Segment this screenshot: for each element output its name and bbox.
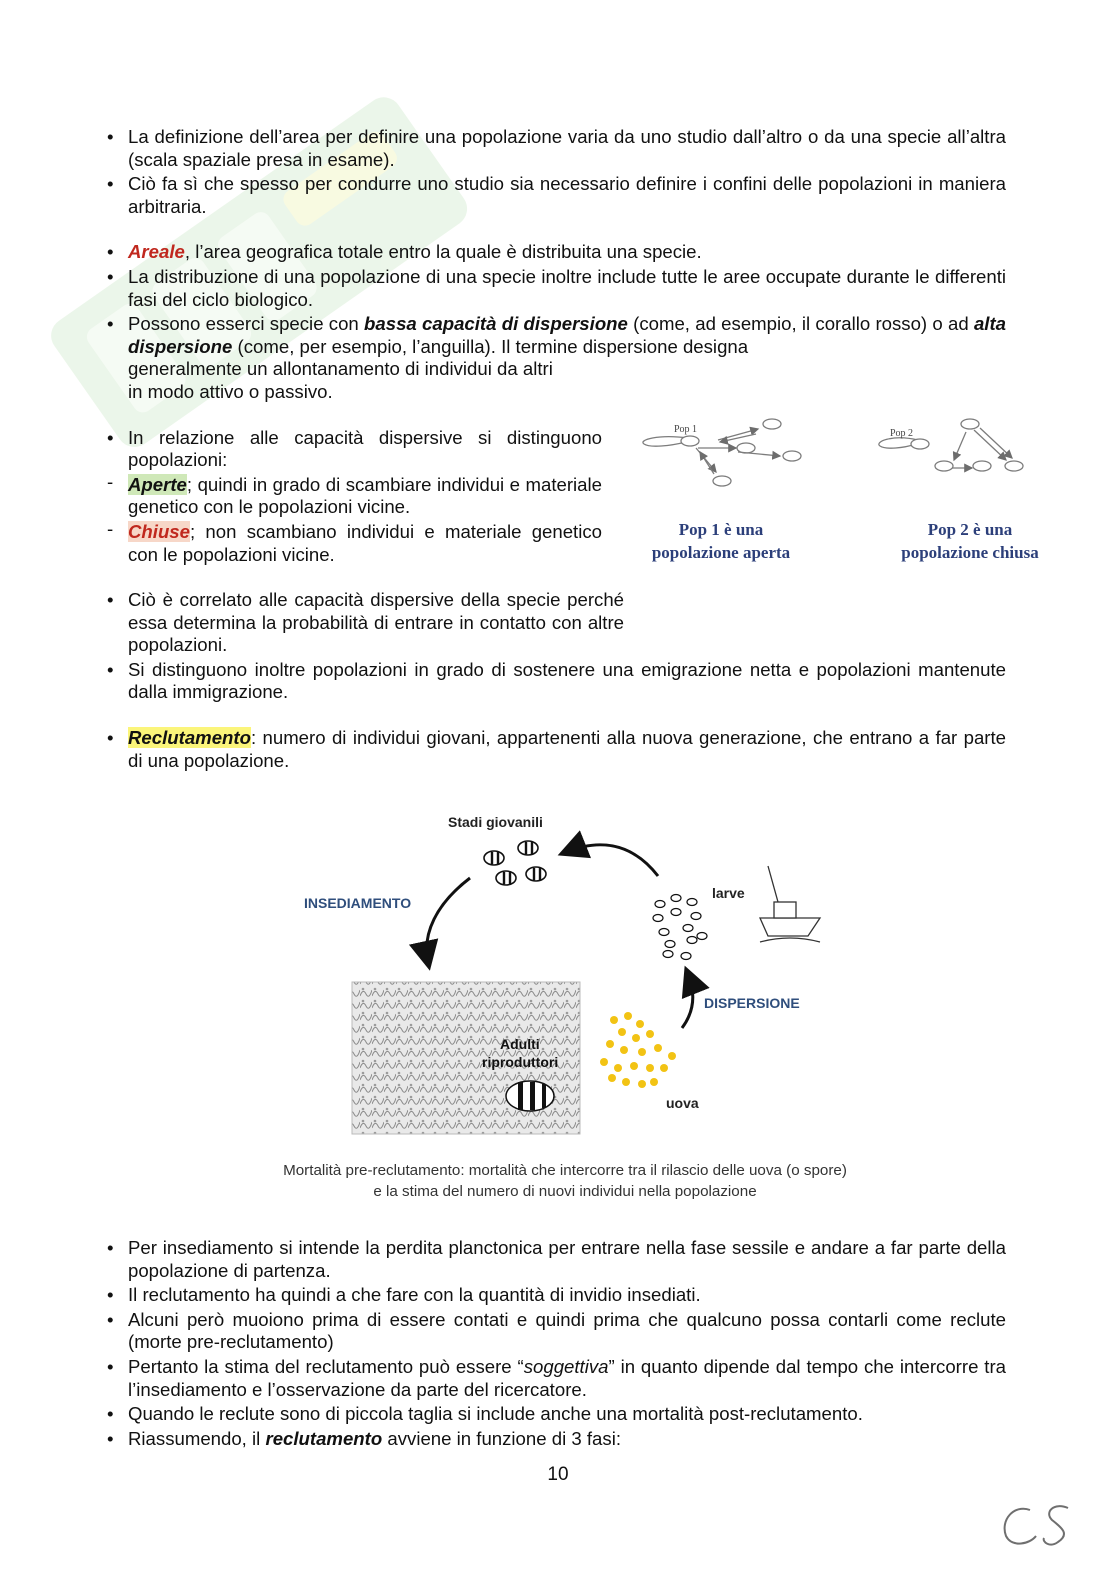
- label-larve: larve: [712, 885, 745, 901]
- adult-fish-icon: [506, 1081, 554, 1111]
- term-reclutamento-bold: reclutamento: [265, 1427, 383, 1449]
- juvenile-fish-icon: [484, 851, 504, 865]
- text-run: ; non scambiano individui e materiale genetico con le popolazioni vicine.: [128, 520, 602, 565]
- bullet-quantity: • Il reclutamento ha quindi a che fare con la quantità di invidio insediati.: [106, 1284, 1006, 1307]
- juvenile-fish-icon: [496, 871, 516, 885]
- text-run: ” in quanto dipende dal tempo che intercorre tra l’insediamento e l’osservazione da parte del ricercatore.: [128, 1355, 1006, 1400]
- text-run: (come, per esempio, l’anguilla). Il termine dispersione designa: [232, 335, 749, 357]
- bullet-recruitment: [106, 727, 1006, 772]
- caption-line: Pop 1 è una: [678, 520, 764, 539]
- section-open-closed: [106, 427, 602, 567]
- text-run: ; quindi in grado di scambiare individui e materiale genetico con le popolazioni vicine.: [128, 473, 602, 518]
- caption-line: Mortalità pre-reclutamento: mortalità che intercorre tra il rilascio delle uova (o spore): [283, 1162, 847, 1179]
- pop2-tag: Pop 2: [890, 428, 914, 439]
- bullet-distribution: • La distribuzione di una popolazione di una specie inoltre include tutte le aree occupate durante le differenti fasi del ciclo biologico.: [106, 266, 1006, 311]
- bullet-population-types: • In relazione alle capacità dispersive si distinguono popolazioni:: [106, 427, 602, 472]
- migration-arrow: [700, 452, 714, 474]
- juvenile-fish-icon: [518, 841, 538, 855]
- population-figure: [638, 412, 1068, 572]
- section-areale: [106, 241, 1006, 403]
- neighbor-node: [935, 461, 953, 471]
- term-areale: Areale: [128, 241, 185, 263]
- text-run: Pertanto la stima del reclutamento può essere “: [128, 1355, 524, 1377]
- label-dispersione: DISPERSIONE: [704, 995, 800, 1011]
- label-insediamento: INSEDIAMENTO: [304, 895, 412, 911]
- migration-arrow: [738, 452, 780, 456]
- label-adulti: Adulti: [500, 1036, 540, 1052]
- pop1-tag: Pop 1: [674, 424, 698, 435]
- pop2-caption: [884, 518, 1056, 564]
- bullet-dispersal-correlation: • Ciò è correlato alle capacità dispersive della specie perché essa determina la probabilità di entrare in contatto con altre popolazioni.: [106, 589, 624, 657]
- spacer: [106, 220, 1006, 241]
- section-recruitment: [106, 727, 1006, 772]
- page-number: 10: [547, 1464, 569, 1485]
- neighbor-node: [783, 451, 801, 461]
- term-low-dispersal: bassa capacità di dispersione: [364, 313, 628, 335]
- text-run: generalmente un allontanamento di individui da altri: [128, 358, 553, 380]
- section-dispersal-relation: [106, 589, 1006, 704]
- larvae-cluster: [653, 895, 707, 960]
- migration-arrow: [974, 430, 1006, 460]
- bullet-three-phases: [106, 1428, 1006, 1451]
- term-high-dispersal: alta dispersione: [128, 313, 1006, 357]
- pop1-node: [681, 436, 699, 446]
- bullet-emigration-immigration: • Si distinguono inoltre popolazioni in grado di sostenere una emigrazione netta e popolazioni mantenute dalla immigrazione.: [106, 659, 1006, 704]
- bullet-insediamento: • Per insediamento si intende la perdita planctonica per entrare nella fase sessile e andare a far parte della popolazione di partenza.: [106, 1237, 1006, 1282]
- text-run: avviene in funzione di 3 fasi:: [382, 1427, 621, 1449]
- areale-definition: , l’area geografica totale entro la quale è distribuita una specie.: [184, 241, 702, 263]
- pop2-node: [911, 439, 929, 449]
- population-diagram: [638, 412, 1068, 512]
- neighbor-node: [973, 461, 991, 471]
- signature-logo: [996, 1498, 1086, 1552]
- bullet-dispersal-capacity: [106, 313, 1006, 403]
- bullet-post-recruitment: • Quando le reclute sono di piccola taglia si include anche una mortalità post-reclutamento.: [106, 1403, 1006, 1426]
- neighbor-node: [961, 419, 979, 429]
- text-run: (come, ad esempio, il corallo rosso) o ad: [627, 313, 974, 335]
- bullet-pre-recruitment-death: • Alcuni però muoiono prima di essere contati e quindi prima che qualcuno possa contarli come reclute (morte pre-reclutamento): [106, 1309, 1006, 1354]
- term-reclutamento: Reclutamento: [128, 727, 251, 749]
- item-closed-population: [106, 521, 602, 566]
- spacer: [106, 706, 1006, 727]
- neighbor-node: [713, 476, 731, 486]
- ship-icon: [760, 866, 820, 942]
- neighbor-node: [737, 443, 755, 453]
- arrow-dispersal: [682, 974, 693, 1028]
- caption-line: e la stima del numero di nuovi individui nella popolazione: [373, 1183, 757, 1200]
- caption-line: popolazione aperta: [651, 543, 791, 562]
- migration-arrow: [980, 428, 1012, 458]
- recruitment-cycle-figure: [240, 806, 880, 1146]
- eggs-cluster: [600, 1012, 676, 1088]
- pop1-caption: [638, 518, 804, 564]
- text-run: Riassumendo, il: [128, 1427, 266, 1449]
- label-stadi-giovanili: Stadi giovanili: [448, 814, 543, 830]
- label-riproduttori: riproduttori: [482, 1054, 559, 1070]
- text-run: Possono esserci specie con: [128, 313, 365, 335]
- juvenile-fish-icon: [526, 867, 546, 881]
- bullet-arbitrary-borders: • Ciò fa sì che spesso per condurre uno studio sia necessario definire i confini delle popolazioni in maniera arbitraria.: [106, 173, 1006, 218]
- document-body-bottom: [106, 1237, 1006, 1452]
- item-open-population: [106, 474, 602, 519]
- arrow-settlement: [427, 878, 470, 962]
- neighbor-node: [1005, 461, 1023, 471]
- caption-line: popolazione chiusa: [901, 543, 1039, 562]
- text-run: in modo attivo o passivo.: [128, 380, 333, 402]
- caption-line: Pop 2 è una: [927, 520, 1013, 539]
- section-area-definition: [106, 126, 1006, 218]
- juvenile-fish-group: [484, 841, 546, 885]
- figure-caption: [200, 1160, 930, 1202]
- label-uova: uova: [666, 1095, 699, 1111]
- bullet-subjective-estimate: [106, 1356, 1006, 1401]
- migration-arrow: [954, 432, 966, 460]
- term-aperte: Aperte: [128, 473, 187, 495]
- text-run: : numero di individui giovani, appartenenti alla nuova generazione, che entrano a far parte di una popolazione.: [128, 727, 1006, 771]
- section-settlement: [106, 1237, 1006, 1450]
- term-chiuse: Chiuse: [128, 520, 190, 542]
- arrow-larvae-to-juveniles: [566, 845, 658, 876]
- migration-arrow: [696, 448, 716, 472]
- term-soggettiva: soggettiva: [523, 1355, 609, 1377]
- bullet-areale: [106, 241, 1006, 264]
- bullet-area-definition: • La definizione dell’area per definire una popolazione varia da uno studio dall’altro o da una specie all’altra (scala spaziale presa in esame).: [106, 126, 1006, 171]
- neighbor-node: [763, 419, 781, 429]
